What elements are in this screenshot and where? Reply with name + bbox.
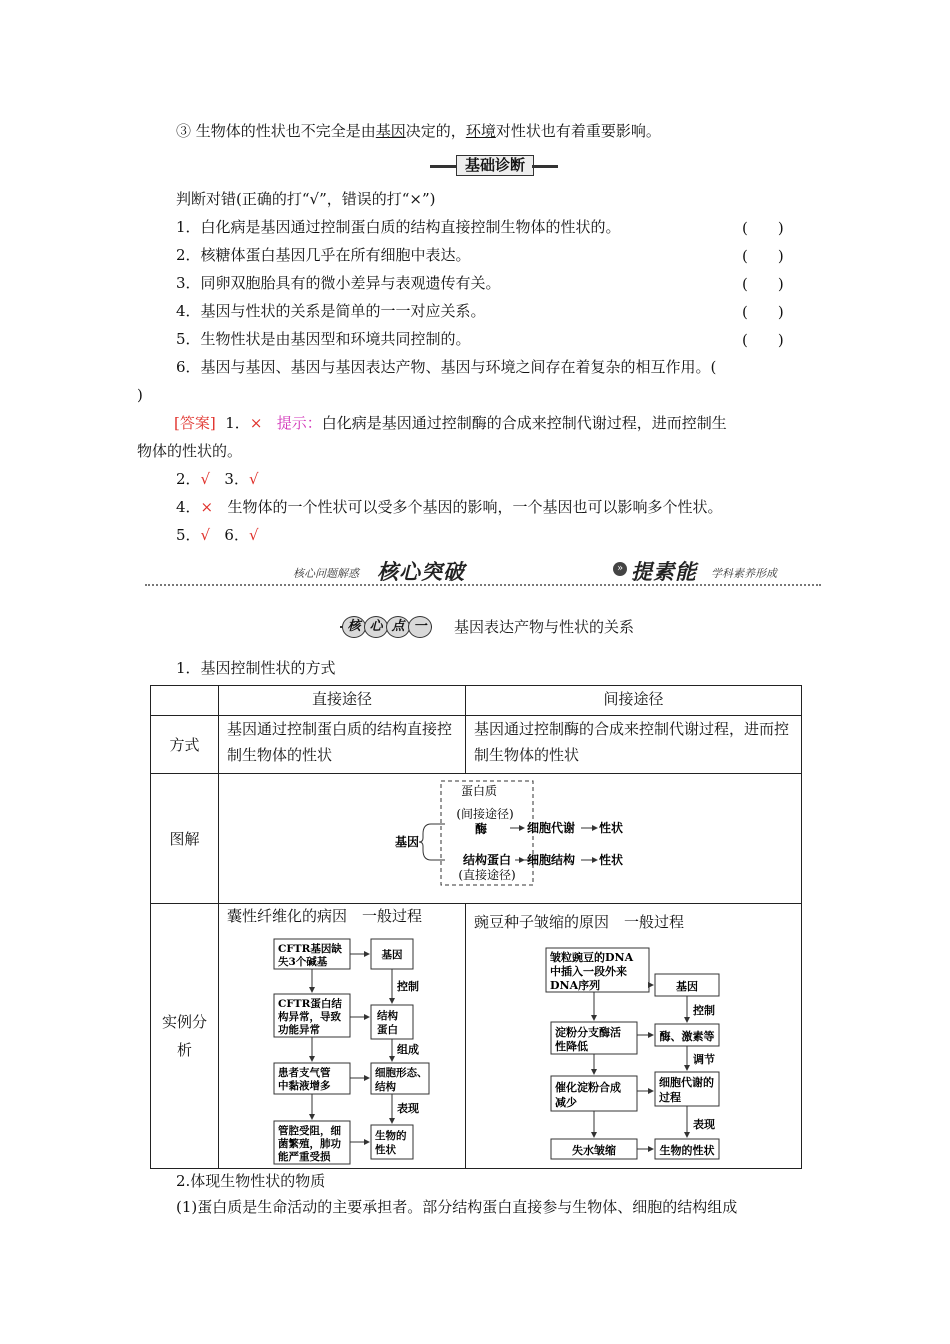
question-1: 1．白化病是基因通过控制蛋白质的结构直接控制生物体的性状的。: [176, 218, 621, 236]
env-underlined: 环境: [465, 122, 496, 140]
row-example-label: 实例分析: [151, 904, 219, 1169]
answer-5-num: 5．: [176, 526, 201, 544]
cf-right-box-3-line1: 细胞形态、: [375, 1067, 428, 1079]
intro-suffix: 对性状也有着重要影响。: [495, 122, 661, 140]
pea-example-cell: [466, 904, 802, 1169]
diagram-struct-protein: 结构蛋白: [462, 853, 512, 867]
cf-box-3-line1: 患者支气管: [278, 1067, 331, 1079]
pea-box-3-line2: 减少: [555, 1096, 577, 1109]
pea-right-box-3-line1: 细胞代谢的: [659, 1076, 714, 1089]
banner-bar-right: [532, 165, 558, 168]
pea-box-3-line1: 催化淀粉合成: [555, 1081, 621, 1094]
diagram-trait-1: 性状: [599, 821, 624, 835]
key-point-char-3: 点: [386, 616, 410, 638]
answer-label: [答案]: [174, 414, 216, 432]
answer-blank-4: ( ): [742, 303, 784, 321]
hero-title-2: 提素能: [631, 560, 697, 584]
key-point-badge: [340, 614, 432, 638]
cf-box-1-line1: CFTR基因缺: [278, 943, 342, 955]
diagram-direct: (直接途径): [458, 868, 516, 882]
row-diagram-label: 图解: [151, 774, 219, 904]
hero-title-1: 核心突破: [377, 560, 465, 584]
cf-right-box-4-line1: 生物的: [375, 1130, 407, 1142]
method-direct: 基因通过控制蛋白质的结构直接控制生物体的性状: [219, 716, 466, 774]
cf-box-2-line3: 功能异常: [278, 1024, 320, 1036]
hero-left-caption: 核心问题解惑: [293, 567, 359, 580]
question-6-close: ): [137, 386, 143, 404]
cf-box-1-line2: 失3个碱基: [278, 956, 328, 968]
cf-right-box-2-line2: 蛋白: [377, 1024, 398, 1036]
pea-right-box-3-line2: 过程: [659, 1091, 681, 1104]
subsection-1-title: 1．基因控制性状的方式: [176, 659, 336, 677]
pea-box-1-line2: 中插入一段外来: [550, 965, 627, 978]
pea-label-regulate: 调节: [693, 1053, 715, 1066]
pea-right-box-1-text: 基因: [676, 980, 698, 993]
pea-label-control: 控制: [693, 1004, 715, 1017]
answer-line-4: [176, 497, 722, 517]
hint-1-line1: 白化病是基因通过控制酶的合成来控制代谢过程，进而控制生: [321, 414, 727, 432]
pea-right-box-4-text: 生物的性状: [659, 1144, 715, 1157]
cf-title: 囊性纤维化的病因 一般过程: [227, 907, 423, 925]
section-banner-basic: [430, 155, 558, 177]
pea-flowchart: [466, 904, 801, 1168]
cf-right-box-2-line1: 结构: [377, 1010, 398, 1022]
hero-banner: [145, 556, 821, 586]
question-5: 5．生物性状是由基因型和环境共同控制的。: [176, 330, 471, 348]
key-point-char-1: 核: [342, 616, 366, 638]
answer-4-text: 生物体的一个性状可以受多个基因的影响，一个基因也可以影响多个性状。: [227, 498, 723, 516]
answer-blank-5: ( ): [742, 331, 784, 349]
diagram-enzyme: 酶: [474, 822, 488, 836]
diagram-protein: 蛋白质: [460, 784, 498, 798]
cf-label-control: 控制: [397, 980, 419, 993]
intro-text: ③ 生物体的性状也不完全是由: [176, 122, 376, 140]
cf-box-4-line1: 管腔受阻，细: [278, 1125, 341, 1137]
answer-2-mark: √: [200, 470, 211, 488]
answer-1-mark: ×: [249, 414, 263, 432]
answer-line-1: [174, 413, 727, 433]
instruction: 判断对错(正确的打“√”，错误的打“×”): [176, 190, 436, 208]
cf-box-4-line2: 菌繁殖，肺功: [278, 1138, 341, 1150]
pea-label-show: 表现: [693, 1118, 715, 1131]
diagram-cell-struct: 细胞结构: [527, 853, 576, 867]
header-direct: 直接途径: [219, 686, 466, 716]
cf-box-2-line1: CFTR蛋白结: [278, 998, 342, 1010]
cf-box-4-line3: 能严重受损: [278, 1151, 331, 1163]
diagram-indirect: (间接途径): [456, 807, 514, 821]
pea-box-2-line1: 淀粉分支酶活: [555, 1026, 621, 1039]
diagram-gene: 基因: [395, 835, 420, 849]
answer-blank-2: ( ): [742, 247, 784, 265]
question-3: 3．同卵双胞胎具有的微小差异与表观遗传有关。: [176, 274, 501, 292]
diagram-cell: [219, 774, 802, 904]
banner-label: 基础诊断: [456, 155, 534, 176]
answer-3-num: 3．: [224, 470, 249, 488]
key-point-char-2: 心: [364, 616, 388, 638]
cf-right-box-4-line2: 性状: [375, 1144, 396, 1156]
hero-arrow-icon: »: [613, 562, 627, 576]
cf-label-show: 表现: [397, 1102, 419, 1115]
hint-label: 提示：: [276, 414, 322, 432]
method-indirect: 基因通过控制酶的合成来控制代谢过程，进而控制生物体的性状: [466, 716, 802, 774]
pea-title: 豌豆种子皱缩的原因 一般过程: [474, 913, 685, 931]
diagram-brace: [419, 824, 431, 860]
pea-box-1-line1: 皱粒豌豆的DNA: [550, 951, 634, 964]
pea-right-box-2-text: 酶、激素等: [659, 1030, 715, 1043]
pea-box-1-line3: DNA序列: [550, 979, 601, 992]
question-2: 2．核糖体蛋白基因几乎在所有细胞中表达。: [176, 246, 471, 264]
intro-mid: 决定的，: [405, 122, 466, 140]
table-corner: [151, 686, 219, 716]
cf-box-3-line2: 中黏液增多: [278, 1080, 331, 1092]
answer-1-num: 1．: [225, 414, 250, 432]
answer-5-mark: √: [200, 526, 211, 544]
intro-line: [176, 121, 661, 141]
answer-line-2-3: [176, 469, 259, 489]
cf-flowchart: [219, 904, 465, 1168]
pea-box-2-line2: 性降低: [555, 1040, 588, 1053]
pathway-diagram: [219, 774, 801, 903]
answer-blank-1: ( ): [742, 219, 784, 237]
answer-3-mark: √: [248, 470, 259, 488]
cf-box-2-line2: 构异常，导致: [278, 1011, 341, 1023]
cf-example-cell: [219, 904, 466, 1169]
cf-right-box-1-text: 基因: [381, 949, 403, 961]
answer-line-5-6: [176, 525, 259, 545]
protein-paragraph: (1)蛋白质是生命活动的主要承担者。部分结构蛋白直接参与生物体、细胞的结构组成: [176, 1198, 738, 1216]
answer-blank-3: ( ): [742, 275, 784, 293]
key-point-char-4: 一: [408, 616, 432, 638]
cf-right-box-3-line2: 结构: [375, 1081, 396, 1093]
gene-underlined: 基因: [375, 122, 406, 140]
diagram-trait-2: 性状: [599, 853, 624, 867]
answer-2-num: 2．: [176, 470, 201, 488]
pea-box-4-text: 失水皱缩: [572, 1144, 616, 1157]
hero-right-caption: 学科素养形成: [711, 567, 777, 580]
diagram-cell-metab: 细胞代谢: [527, 821, 576, 835]
header-indirect: 间接途径: [466, 686, 802, 716]
answer-4-num: 4．: [176, 498, 201, 516]
hint-1-line2: 物体的性状的。: [137, 442, 243, 460]
gene-control-table: [150, 685, 802, 1169]
answer-4-mark: ×: [200, 498, 214, 516]
answer-6-num: 6．: [224, 526, 249, 544]
cf-label-compose: 组成: [397, 1043, 419, 1056]
question-6: 6．基因与基因、基因与基因表达产物、基因与环境之间存在着复杂的相互作用。(: [176, 358, 717, 376]
answer-6-mark: √: [248, 526, 259, 544]
subsection-2-title: 2.体现生物性状的物质: [176, 1172, 326, 1190]
question-4: 4．基因与性状的关系是简单的一一对应关系。: [176, 302, 486, 320]
banner-bar-left: [430, 165, 456, 168]
row-method-label: 方式: [151, 716, 219, 774]
key-point-title: 基因表达产物与性状的关系: [454, 618, 635, 636]
